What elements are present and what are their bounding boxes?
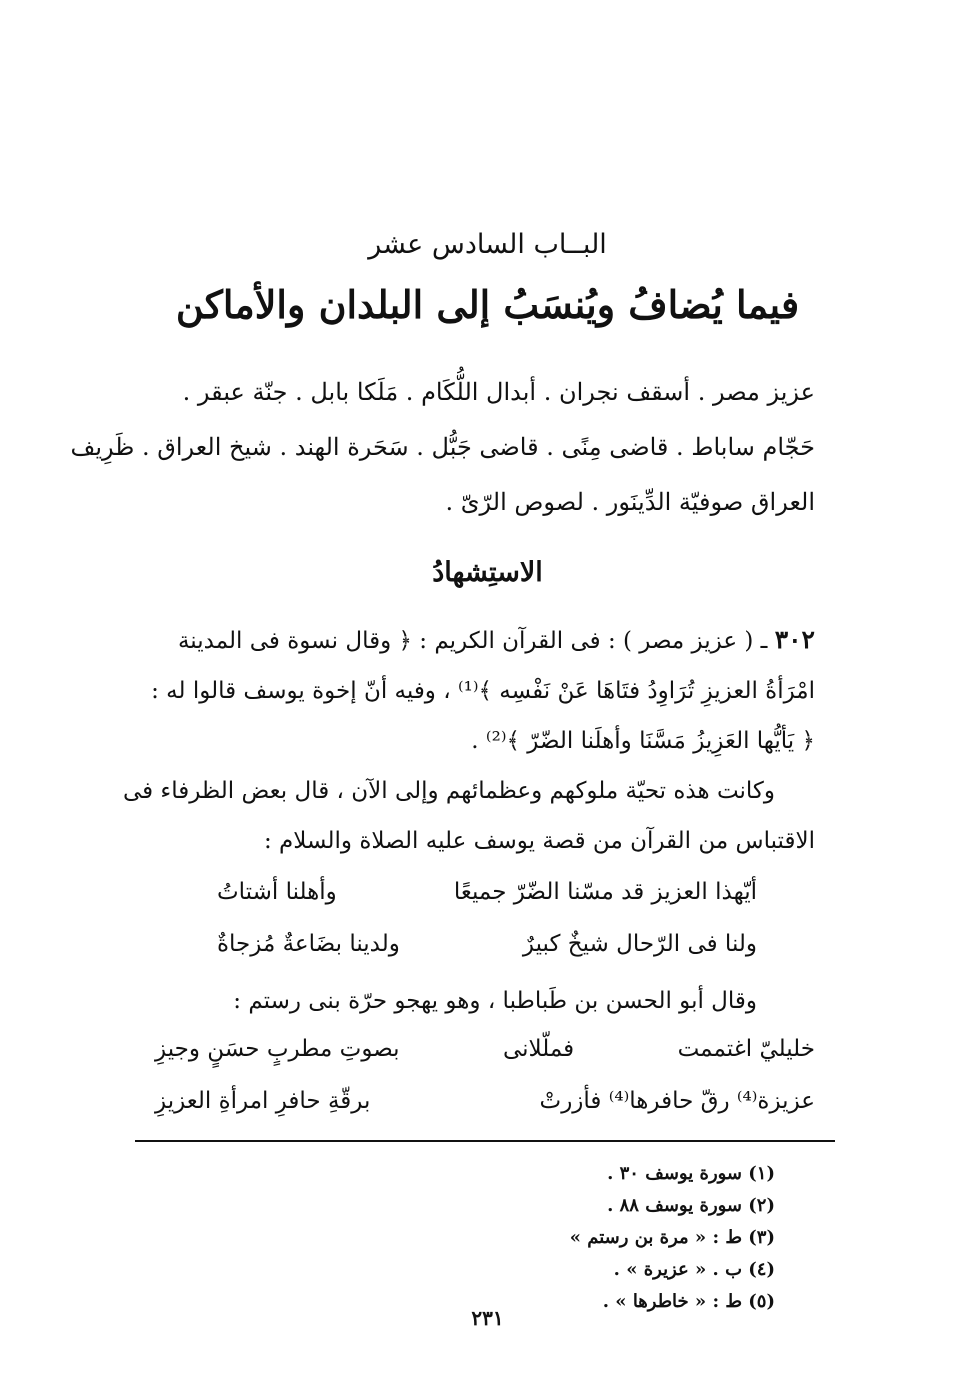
verse-row — [217, 866, 757, 918]
poem-verses-2 — [155, 1023, 815, 1127]
footnotes — [375, 1158, 775, 1318]
quote-intro: وقال أبو الحسن بن طَباطبا ، وهو يهجو حرّة بنى رستم : — [233, 988, 757, 1014]
footnote: (٣) ط : « مرة بن رستم » — [569, 1227, 775, 1248]
entry-number: ٣٠٢ — [774, 625, 815, 654]
chapter-title: فيما يُضافُ ويُنسَبُ إلى البلدان والأماكن — [175, 282, 800, 327]
entry-line-text: ـ ( عزيز مصر ) : فى القرآن الكريم : ﴿ وقال نسوة فى المدينة — [177, 628, 768, 654]
verse-hemistich: ولدينا بضَاعةٌ مُزجاةٌ — [217, 931, 400, 957]
verse-hemistich: أيّهذا العزيز قد مسّنا الضّرّ جميعًا — [453, 879, 757, 905]
verse-row — [217, 918, 757, 970]
footnote-divider — [135, 1140, 835, 1142]
summary-line: العراق صوفيّة الدِّينَور . لصوص الرّىّ . — [445, 488, 815, 516]
chapter-label: البــاب السادس عشر — [368, 229, 607, 260]
chapter-summary — [70, 365, 815, 530]
verse-hemistich: فملّلانى — [502, 1036, 575, 1062]
footnote: (٤) ب . « عزيرة » . — [613, 1259, 775, 1280]
verse-hemistich: ولنا فى الرّحال شيخٌ كبيرٌ — [522, 931, 757, 957]
entry-line — [155, 615, 815, 666]
entry-line: الاقتباس من القرآن من قصة يوسف عليه الصلاة والسلام : — [263, 828, 815, 854]
entry-line: ﴿ يَأيُّها العَزِيزُ مَسَّنَا وأهلَنا الضّرّ ﴾⁽²⁾ . — [471, 728, 815, 754]
summary-line: حَجّام ساباط . قاضى مِنًى . قاضى جَبُّل . سَحَرة الهند . شيخ العراق . ظَرِيف — [70, 433, 815, 461]
page-number: ٢٣١ — [471, 1306, 504, 1330]
entry-line: وكانت هذه تحيّة ملوكهم وعظمائهم وإلى الآن ، قال بعض الظرفاء فى — [122, 778, 775, 804]
entry-text — [122, 615, 815, 866]
verse-row — [155, 1023, 815, 1075]
footnote: (٥) ط : « خاطرها » . — [602, 1291, 775, 1312]
verse-hemistich: عزيزة⁽⁴⁾ رقّ حافرها⁽⁴⁾ فأزرتْ — [539, 1088, 815, 1114]
section-title: الاستِشهادُ — [432, 557, 543, 588]
verse-hemistich: خليليّ اغتممت — [677, 1036, 815, 1062]
poem-verses-1 — [217, 866, 757, 970]
entry-line: امْرَأةُ العزيزِ تُرَاوِدُ فتَاهَا عَنْ نَفْسِه ﴾⁽¹⁾ ، وفيه أنّ إخوة يوسف قالوا له : — [151, 678, 815, 704]
summary-line: عزيز مصر . أسقف نجران . أبدال اللُّكَام . مَلَكا بابل . جنّة عبقر . — [182, 378, 815, 406]
footnote: (١) سورة يوسف ٣٠ . — [607, 1163, 775, 1184]
footnote: (٢) سورة يوسف ٨٨ . — [607, 1195, 775, 1216]
verse-row — [155, 1075, 815, 1127]
verse-hemistich: وأهلنا أشتاتُ — [217, 879, 337, 905]
verse-hemistich: بصوتِ مطربٍ حسَنٍ وجيزِ — [155, 1036, 400, 1062]
verse-hemistich: برقّةِ حافرِ امرأةِ العزيزِ — [155, 1088, 371, 1114]
